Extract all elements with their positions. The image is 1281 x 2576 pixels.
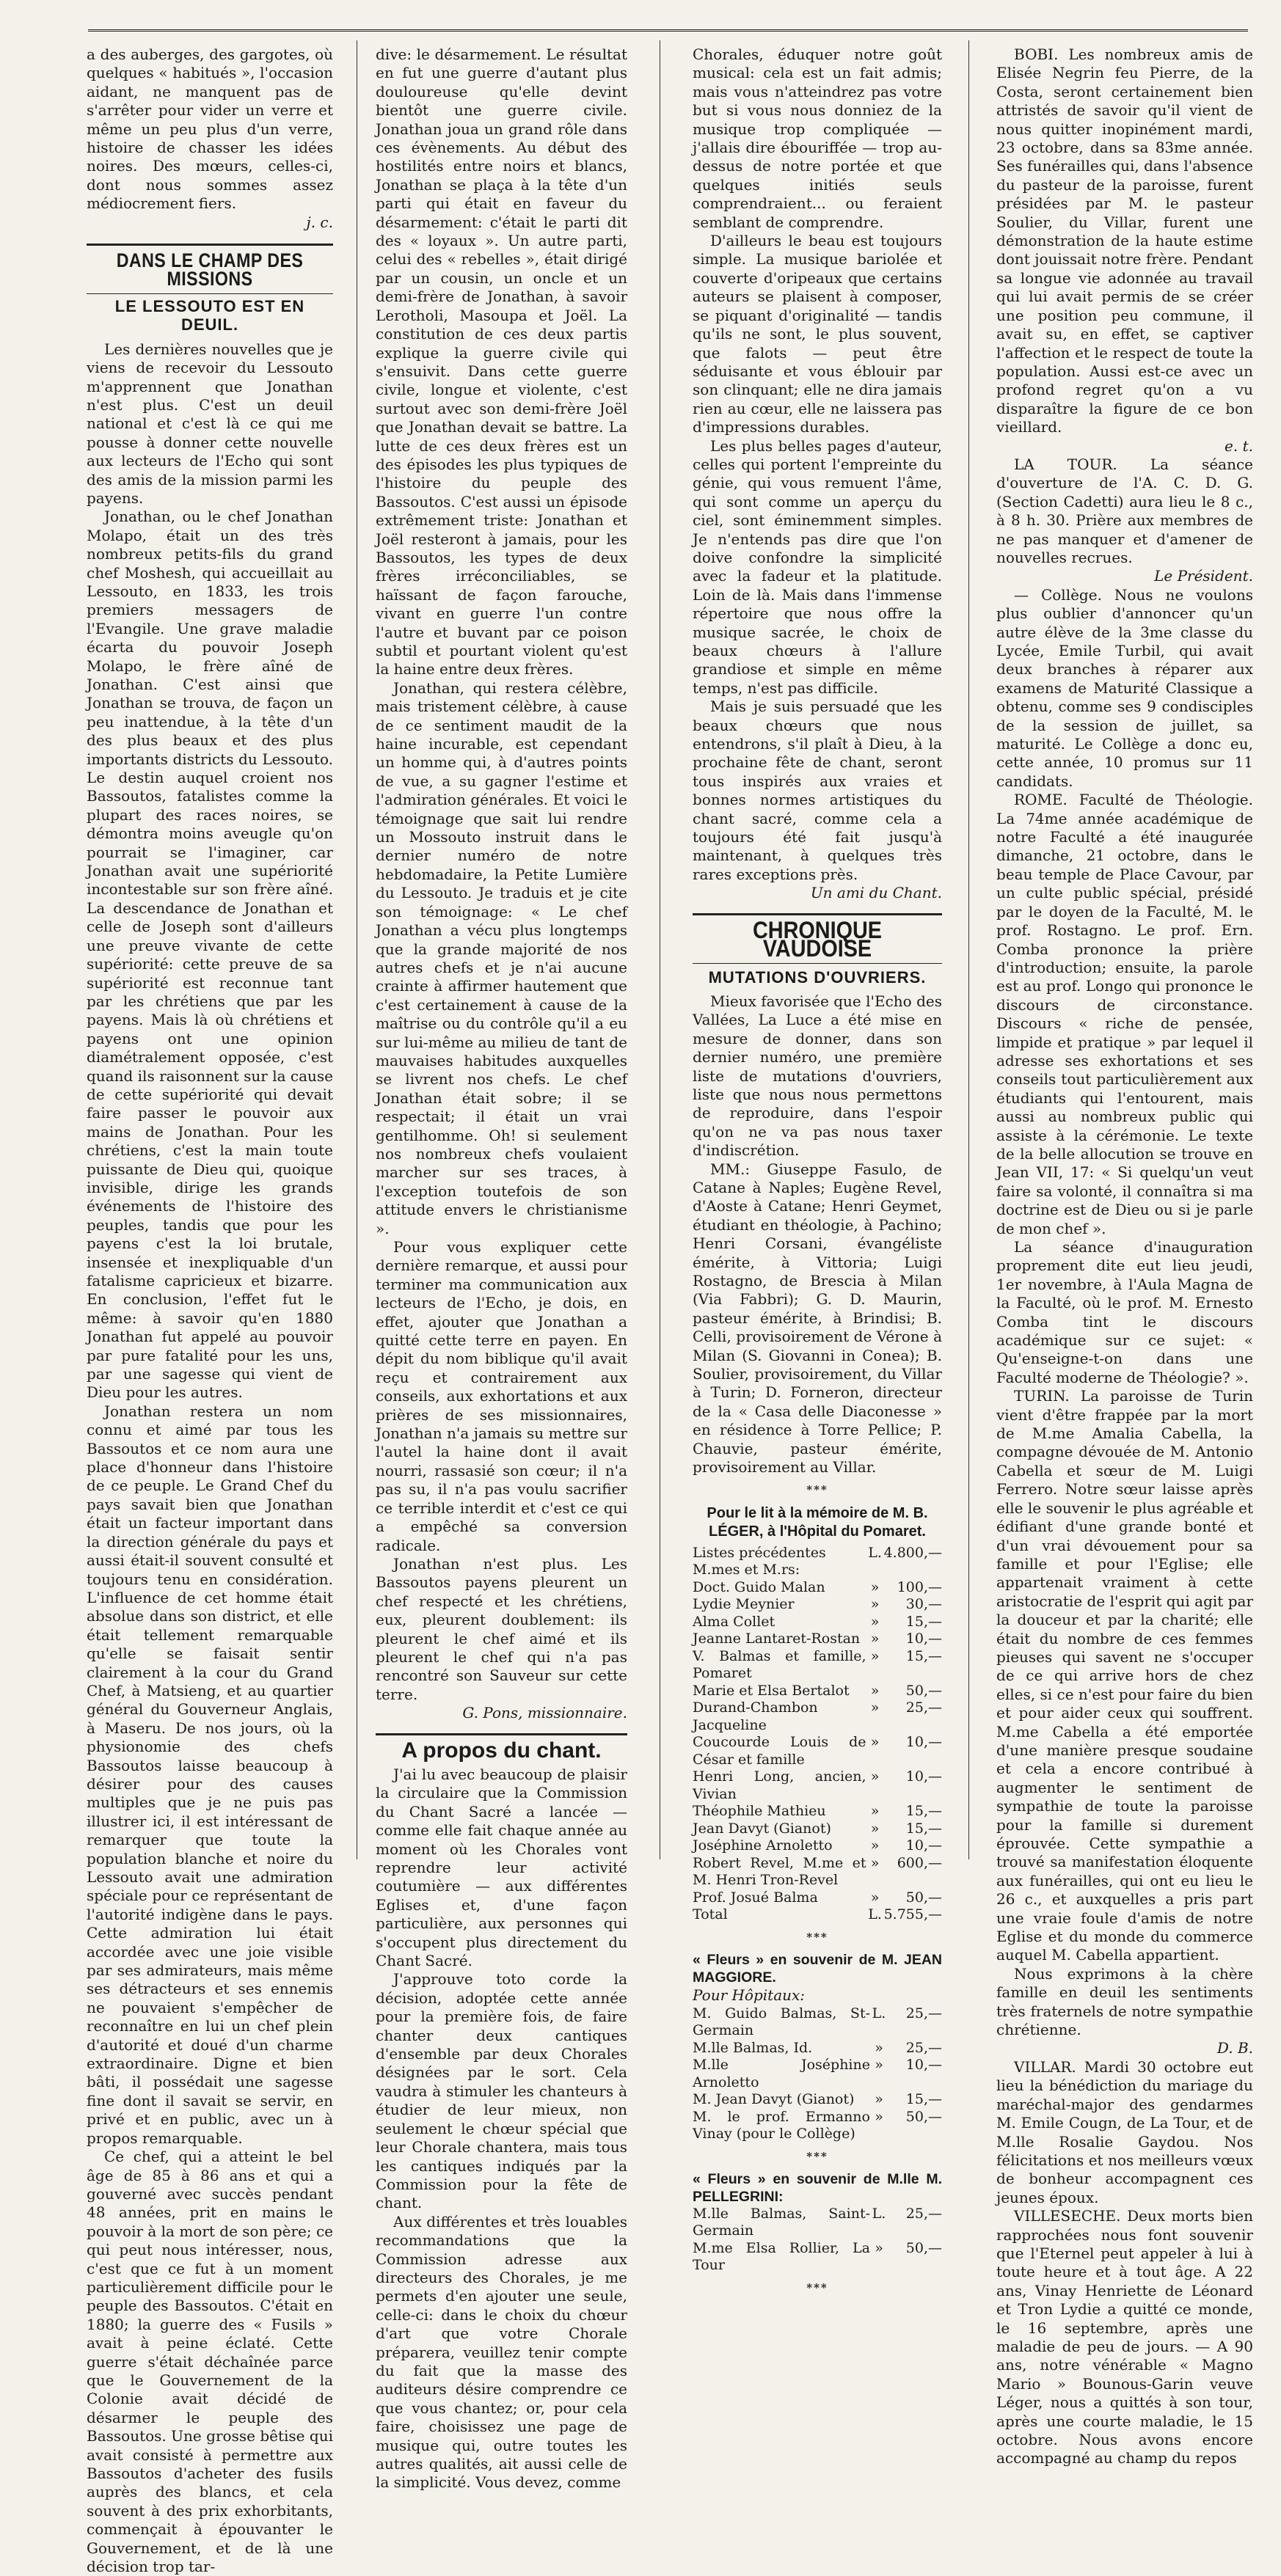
donation-row bbox=[693, 1579, 942, 1597]
donor-name: Doct. Guido Malan bbox=[693, 1578, 825, 1595]
donation-amount: 10,— bbox=[905, 1734, 942, 1751]
leger-donation-table bbox=[693, 1545, 942, 1924]
donation-amount: 10,— bbox=[905, 1768, 942, 1785]
donation-row bbox=[693, 2057, 942, 2091]
donation-amount: 15,— bbox=[905, 1647, 942, 1664]
currency-mark: » bbox=[870, 1682, 880, 1699]
top-rule bbox=[88, 29, 1248, 32]
currency-mark bbox=[866, 1562, 884, 1579]
article-paragraph: Jonathan restera un nom connu et aimé par tous les Bassoutos et ce nom aura une place d'honneur dans l'histoire de ce peuple. Le Grand Chef du pays savait bien que Jonathan était un facteur important dans la direction générale du pays et aussi était-il souvent consulté et toujours tenu en considération. L'influence de cet homme était absolue dans son district, et elle était tellement remarquable qu'elle se faisait sentir clairement à la cour du Grand Chef, à Matsieng, et au quartier général du Gouverneur Anglais, à Maseru. De nos jours, où la physionomie des chefs Bassoutos laisse beaucoup à désirer pour des causes multiples que je ne puis pas illustrer ici, il est intéressant de remarquer que toute la population blanche et noire du Lessouto avait une admiration spéciale pour ce représentant de l'autorité indigène dans le pays. Cette admiration lui était accordée avec une joie visible par ses admirateurs, mais même ses détracteurs et ses ennemis ne pouvaient s'empêcher de reconnaître en lui un chef plein d'autorité et doué d'un charme extraordinaire. Digne et bien bâti, il possédait une sagesse fine dont il savait se servir, en privé et en public, avec un à propos remarquable. bbox=[87, 1402, 333, 2147]
currency-mark: » bbox=[870, 1854, 880, 1871]
news-paragraph: BOBI. Les nombreux amis de Elisée Negrin feu Pierre, de la Costa, seront certainement bien attristés de savoir qu'il vient de nous quitter inopinément mardi, 23 octobre, dans sa 83me année. Ses funérailles qui, dans l'absence du pasteur de la paroisse, furent présidées par M. le pasteur Soulier, du Villar, furent une démonstration de la haute estime dont jouissait notre frère. Pendant sa longue vie adonnée au travail qui lui avait permis de se créer une position peu commune, il avait su, en effet, se captiver l'affection et le respect de toute la population. Aussi est-ce avec un profond regret qu'on a vu disparaître la figure de ce bon vieillard. bbox=[996, 45, 1253, 436]
separator-stars: *** bbox=[806, 1483, 828, 1497]
donor-name: Jeanne Lantaret-Rostan bbox=[693, 1631, 861, 1647]
news-paragraph: La séance d'inauguration proprement dite eut lieu jeudi, 1er novembre, à l'Aula Magna de la Faculté, où le prof. M. Ernesto Comba tint le discours académique sur ce sujet: « Qu'enseigne-t-on dans une Faculté moderne de Théologie? ». bbox=[996, 1238, 1253, 1386]
chant-paragraph: J'approuve toto corde la décision, adoptée cette année pour la première fois, de faire chanter deux cantiques d'ensemble par deux Chorales désignées par le sort. Cela vaudra à stimuler les chanteurs à étudier de leur mieux, non seulement le chœur spécial que leur Chorale chantera, mais tous les cantiques indiqués par la Commission pour la fête de chant. bbox=[376, 1970, 627, 2212]
column-3 bbox=[693, 45, 942, 2294]
news-signature: Le Président. bbox=[1154, 567, 1253, 585]
article-paragraph: Jonathan, ou le chef Jonathan Molapo, était un des très nombreux petits-fils du grand chef Moshesh, qui accueillait au Lessouto, en 1833, les trois premiers messagers de l'Evangile. Une grave maladie écarta du pouvoir Joseph Molapo, le frère aîné de Jonathan. C'est ainsi que Jonathan se trouva, de façon un peu inattendue, à la tête d'un des plus beaux et des plus importants districts du Lessouto. Le destin auquel croient nos Bassoutos, fatalistes comme la plupart des races noires, se démontra moins aveugle qu'on pourrait se l'imaginer, car Jonathan avait une supériorité incontestable sur son frère aîné. La descendance de Jonathan et celle de Joseph sont d'ailleurs une preuve vivante de cette supériorité: cette preuve de sa supériorité est reconnue tant par les chrétiens que par les payens. Mais là où chrétiens et payens ont une opinion diamétralement opposée, c'est quand ils raisonnent sur la cause de cette supériorité qui devait faire passer le pouvoir aux mains de Jonathan. Pour les chrétiens, c'est la main toute puissante de Dieu qui, quoique invisible, dirige les grands événements de l'histoire des peuples, tandis que pour les payens c'est la loi brutale, insensée et inexpliquable d'un fatalisme capricieux et bizarre. En conclusion, l'effet fut le même: à savoir qu'en 1880 Jonathan fut appelé au pouvoir par pure fatalité pour les uns, par une sagesse qui vient de Dieu pour les autres. bbox=[87, 508, 333, 1402]
donation-amount: 50,— bbox=[905, 2239, 942, 2256]
donation-amount: 10,— bbox=[905, 1631, 942, 1647]
currency-mark: L. bbox=[868, 1544, 882, 1561]
donor-name: Théophile Mathieu bbox=[693, 1803, 826, 1820]
currency-mark: » bbox=[870, 1889, 880, 1906]
donor-name: Robert Revel, M.me et M. Henri Tron-Revel bbox=[693, 1854, 866, 1889]
donation-row bbox=[693, 1889, 942, 1907]
currency-mark: » bbox=[870, 1596, 880, 1613]
donation-row bbox=[693, 1821, 942, 1838]
donor-name: V. Balmas et famille, Pomaret bbox=[693, 1647, 866, 1682]
currency-mark: » bbox=[870, 1734, 880, 1751]
currency-mark: » bbox=[875, 2057, 883, 2073]
donor-name: M.mes et M.rs: bbox=[693, 1562, 800, 1578]
donation-row bbox=[693, 1699, 942, 1734]
currency-mark: » bbox=[870, 1699, 880, 1716]
news-paragraph: LA TOUR. La séance d'ouverture de l'A. C. D. G. (Section Cadetti) aura lieu le 8 c., à 8 h. 30. Prière aux membres de ne pas manquer et d'amener de nouvelles recrues. bbox=[996, 455, 1253, 566]
currency-mark: » bbox=[870, 1837, 880, 1854]
donation-row bbox=[693, 1734, 942, 1768]
donation-row bbox=[693, 1803, 942, 1821]
chant-paragraph: Mais je suis persuadé que les beaux chœurs que nous entendrons, s'il plaît à Dieu, à la prochaine fête de chant, seront tous inspirés aux vraies et bonnes normes artistiques du chant sacré, comme cela a toujours été fait jusqu'à maintenant, à quelques très rares exceptions près. bbox=[693, 698, 942, 883]
donation-row bbox=[693, 2240, 942, 2275]
news-paragraph: Nous exprimons à la chère famille en deuil les sentiments très fraternels de notre sympathie chrétienne. bbox=[996, 1964, 1253, 2039]
article-signature: G. Pons, missionnaire. bbox=[462, 1704, 627, 1722]
donation-row bbox=[693, 2040, 942, 2057]
chronicle-title: CHRONIQUE VAUDOISE bbox=[752, 916, 883, 962]
donation-row bbox=[693, 1648, 942, 1683]
currency-mark: L. bbox=[868, 1906, 882, 1923]
currency-mark: » bbox=[870, 1768, 880, 1785]
donation-amount: 15,— bbox=[905, 2091, 942, 2107]
intro-paragraph: a des auberges, des gargotes, où quelques « habitués », l'occasion aidant, ne manquent pas de s'arrêter pour vider un verre et même un peu plus d'un verre, histoire de chasser les idées noires. Des mœurs, celles-ci, dont nous sommes assez médiocrement fiers. bbox=[87, 45, 333, 213]
donor-name: Durand-Chambon Jacqueline bbox=[693, 1699, 818, 1733]
news-paragraph: — Collège. Nous ne voulons plus oublier d'annoncer qu'un autre élève de la 3me classe du Lycée, Emile Turbil, qui avait deux branches à réparer aux examens de Maturité Classique a obtenu, comme ses 9 condisciples de la session de juillet, sa maturité. Le Collège a donc eu, cette année, 10 promus sur 11 candidats. bbox=[996, 585, 1253, 790]
donation-row bbox=[693, 2091, 942, 2109]
mutations-paragraph: MM.: Giuseppe Fasulo, de Catane à Naples; Eugène Revel, d'Aoste à Catane; Henri Geymet, étudiant en théologie, à Pachino; Henri Corsani, évangéliste émérite, à Vittoria; Luigi Rostagno, de Brescia à Milan (Via Fabbri); G. D. Maurin, pasteur émérite, à Brindisi; B. Celli, provisoirement de Vérone à Milan (S. Giovanni in Conea); B. Soulier, provisoirement, du Villar à Turin; D. Forneron, directeur de la « Casa delle Diaconesse » en résidence à Torre Pellice; P. Chauvie, pasteur émérite, provisoirement au Villar. bbox=[693, 1160, 942, 1477]
news-signature: D. B. bbox=[1216, 2039, 1253, 2057]
currency-mark: » bbox=[870, 1578, 880, 1595]
donation-amount: 10,— bbox=[905, 1837, 942, 1854]
leger-fund-title: Pour le lit à la mémoire de M. B. LÉGER, à l'Hôpital du Pomaret. bbox=[707, 1504, 928, 1540]
donation-row bbox=[693, 1545, 942, 1562]
mutations-title: MUTATIONS D'OUVRIERS. bbox=[708, 967, 927, 987]
donation-row bbox=[693, 2206, 942, 2240]
donor-name: Henri Long, ancien, Vivian bbox=[693, 1768, 866, 1802]
donation-row bbox=[693, 1562, 942, 1579]
donation-row bbox=[693, 1906, 942, 1924]
donor-name: Coucourde Louis de César et famille bbox=[693, 1734, 866, 1768]
column-divider bbox=[968, 40, 969, 1859]
article-paragraph: Jonathan, qui restera célèbre, mais tristement célèbre, à cause de ce sentiment maudit de la haine incurable, est cependant un homme qui, à d'autres points de vue, a su gagner l'estime et l'admiration générales. Et voici le témoignage que sait lui rendre un Mossouto instruit dans le dernier numéro de notre hebdomadaire, la Petite Lumière du Lessouto. Je traduis et je cite son témoignage: « Le chef Jonathan a vécu plus longtemps que la grande majorité de nos autres chefs et je n'ai aucune crainte à affirmer hautement que c'est certainement à cause de la maîtrise ou du contrôle qu'il a eu sur lui-même au milieu de tant de mauvaises habitudes auxquelles se livrent nos chefs. Le chef Jonathan était sobre; il se respectait; il était un vrai gentilhomme. Oh! si seulement nos nombreux chefs voulaient marcher sur ses traces, à l'exception toutefois de son attitude envers le christianisme ». bbox=[376, 678, 627, 1237]
donor-name: Alma Collet bbox=[693, 1613, 775, 1630]
separator-stars: *** bbox=[806, 1930, 828, 1944]
news-paragraph: VILLAR. Mardi 30 octobre eut lieu la bénédiction du mariage du maréchal-major des gendarmes M. Emile Cougn, de La Tour, et de M.lle Rosalie Gaydou. Nos félicitations et nos meilleurs vœux de bonheur accompagnent ces jeunes époux. bbox=[996, 2057, 1253, 2206]
donor-name: Marie et Elsa Bertalot bbox=[693, 1682, 850, 1699]
donor-name: Joséphine Arnoletto bbox=[693, 1837, 833, 1854]
separator-stars: *** bbox=[806, 2280, 828, 2294]
donation-row bbox=[693, 1596, 942, 1614]
donor-name: Jean Davyt (Gianot) bbox=[693, 1820, 831, 1837]
pellegrini-donation-table bbox=[693, 2206, 942, 2275]
currency-mark: » bbox=[870, 1631, 880, 1647]
donation-amount: 50,— bbox=[905, 1889, 942, 1906]
column-4 bbox=[996, 45, 1253, 2467]
donation-amount: 30,— bbox=[905, 1596, 942, 1613]
chant-article-title: A propos du chant. bbox=[376, 1733, 627, 1760]
maggiore-donation-table bbox=[693, 2005, 942, 2143]
currency-mark: » bbox=[875, 2239, 883, 2256]
donor-name: Listes précédentes bbox=[693, 1544, 826, 1561]
donor-name: M.lle Balmas, Id. bbox=[693, 2039, 813, 2056]
article-paragraph: Pour vous expliquer cette dernière remarque, et aussi pour terminer ma communication aux lecteurs de l'Echo, je dois, en effet, ajouter que Jonathan a quitté cette terre en payen. En dépit du nom biblique qu'il avait reçu et contrairement aux conseils, aux exhortations et aux prières de ses missionnaires, Jonathan n'a jamais su mettre sur l'autel la haine dont il avait nourri, rassasié son cœur; il n'a pas su, il n'a pas voulu sacrifier ce terrible interdit et c'est ce qui a empêché sa conversion radicale. bbox=[376, 1238, 627, 1554]
donor-name: M. Jean Davyt (Gianot) bbox=[693, 2091, 855, 2107]
currency-mark: L. bbox=[872, 2005, 886, 2021]
donation-row bbox=[693, 1614, 942, 1631]
article-paragraph: Les dernières nouvelles que je viens de recevoir du Lessouto m'apprennent que Jonathan n'est plus. C'est un deuil national et c'est là ce qui me pousse à donner cette nouvelle aux lecteurs de l'Echo qui sont des amis de la mission parmi les payens. bbox=[87, 340, 333, 507]
column-2 bbox=[376, 45, 627, 2492]
donation-row bbox=[693, 1683, 942, 1700]
donation-amount: 25,— bbox=[905, 2039, 942, 2056]
currency-mark: » bbox=[875, 2108, 883, 2125]
donor-name: M.lle Joséphine Arnoletto bbox=[693, 2057, 870, 2090]
currency-mark: » bbox=[870, 1613, 880, 1630]
intro-signature: j. c. bbox=[306, 213, 333, 231]
donation-amount: 600,— bbox=[897, 1854, 942, 1871]
chant-signature: Un ami du Chant. bbox=[810, 884, 942, 902]
donor-name: M. Guido Balmas, St-Germain bbox=[693, 2005, 870, 2038]
donor-name: M. le prof. Ermanno Vinay (pour le Collège) bbox=[693, 2108, 870, 2142]
missions-section-header bbox=[87, 244, 333, 294]
currency-mark: » bbox=[875, 2039, 883, 2056]
donation-amount: 50,— bbox=[905, 2108, 942, 2125]
lessouto-article-title: LE LESSOUTO EST EN DEUIL. bbox=[114, 296, 305, 334]
donation-row bbox=[693, 2005, 942, 2040]
donation-amount: 15,— bbox=[905, 1613, 942, 1630]
maggiore-fund-subtitle: Pour Hôpitaux: bbox=[693, 1986, 806, 2005]
currency-mark: » bbox=[870, 1803, 880, 1820]
donation-amount: 15,— bbox=[905, 1803, 942, 1820]
article-paragraph: Ce chef, qui a atteint le bel âge de 85 à 86 ans et qui a gouverné avec succès pendant 48 années, prit en mains le pouvoir à la mort de son père; ce qui peut nous intéresser, nous, c'est que ce fut à un moment particulièrement difficile pour le peuple des Bassoutos. C'était en 1880; la guerre des « Fusils » avait à peine éclaté. Cette guerre s'était déchaînée parce que le Gouvernement de la Colonie avait décidé de désarmer le peuple des Bassoutos. Une grosse bêtise qui avait consisté à permettre aux Bassoutos d'acheter des fusils auprès des blancs, et cela souvent à des prix exhorbitants, commençait à épouvanter le Gouvernement, et de là une décision trop tar- bbox=[87, 2148, 334, 2576]
donor-name: Lydie Meynier bbox=[693, 1596, 795, 1613]
donor-name: M.lle Balmas, Saint-Germain bbox=[693, 2205, 870, 2239]
missions-section-title: DANS LE CHAMP DES MISSIONS bbox=[116, 249, 304, 290]
chant-paragraph: D'ailleurs le beau est toujours simple. La musique bariolée et couverte d'oripeaux que certains auteurs se plaisent à composer, se piquant d'originalité — tandis qu'ils ne sont, le plus souvent, que falots — peut être séduisante et vous éblouir par son clinquant; elle ne dira jamais rien au cœur, elle ne laissera pas d'impressions durables. bbox=[693, 232, 942, 436]
donation-amount: 5.755,— bbox=[883, 1906, 942, 1923]
article-paragraph: Jonathan n'est plus. Les Bassoutos payens pleurent un chef respecté et les chrétiens, eux, pleurent doublement: ils pleurent le chef aimé et ils pleurent le chef qui n'a pas rencontré son Sauveur sur cette terre. bbox=[376, 1554, 627, 1703]
news-paragraph: VILLESECHE. Deux morts bien rapprochées nous font souvenir que l'Eternel peut appeler à lui à toute heure et à tout âge. A 22 ans, Vinay Henriette de Léonard et Tron Lydie a quitté ce monde, le 16 septembre, après une maladie de peu de jours. — A 90 ans, notre vénérable « Magno Mario » Bounous-Garin veuve Léger, nous a quittés à son tour, après une courte maladie, le 15 octobre. Nous avons encore accompagné au champ du repos bbox=[996, 2207, 1253, 2467]
currency-mark: » bbox=[870, 1820, 880, 1837]
currency-mark: » bbox=[875, 2091, 883, 2107]
separator-stars: *** bbox=[806, 2149, 828, 2163]
article-paragraph: dive: le désarmement. Le résultat en fut une guerre d'autant plus douloureuse qu'elle devint bientôt une guerre civile. Jonathan joua un grand rôle dans ces évènements. Au début des hostilités entre noirs et blancs, Jonathan se plaça à la tête d'un parti qui était en faveur du désarmement: c'était le parti dit des « loyaux ». Un autre parti, celui des « rebelles », était dirigé par un cousin, un oncle et un demi-frère de Jonathan, à savoir Lerotholi, Masoupa et Joël. La constitution de ces deux partis explique la guerre civile qui s'ensuivit. Dans cette guerre civile, longue et violente, c'est surtout avec son demi-frère Joël que Jonathan devait se battre. La lutte de ces deux frères est un des épisodes les plus typiques de l'histoire du peuple des Bassoutos. C'est aussi un épisode extrêmement triste: Jonathan et Joël resteront à jamais, pour les Bassoutos, les types de deux frères irréconciliables, se haïssant de façon farouche, vivant en guerre l'un contre l'autre et buvant par ce poison subtil et pourtant violent qu'est la haine entre deux frères. bbox=[376, 45, 627, 678]
donor-name: Total bbox=[693, 1906, 728, 1923]
donation-amount: 25,— bbox=[905, 2205, 942, 2222]
donation-row bbox=[693, 1855, 942, 1889]
donation-amount: 10,— bbox=[905, 2057, 942, 2073]
donation-row bbox=[693, 1837, 942, 1855]
donor-name: M.me Elsa Rollier, La Tour bbox=[693, 2239, 870, 2274]
news-paragraph: ROME. Faculté de Théologie. La 74me année académique de notre Faculté a été inaugurée dimanche, 21 octobre, dans le beau temple de Place Cavour, par un culte public spécial, présidé par le doyen de la Faculté, M. le prof. Rostagno. Le prof. Ern. Comba prononce la prière d'introduction; ensuite, la parole est au prof. Longo qui prononce le discours de circonstance. Discours « riche de pensée, limpide et pratique » par lequel il adresse ses exhortations et ses conseils tout particulièrement aux étudiants qui l'entourent, mais aussi au nombreux public qui assiste à la cérémonie. Le texte de la belle allocution se trouve en Jean VII, 17: « Si quelqu'un veut faire sa volonté, il connaîtra si ma doctrine est de Dieu ou si je parle de mon chef ». bbox=[996, 791, 1253, 1237]
donation-amount: 25,— bbox=[905, 2005, 942, 2021]
donation-row bbox=[693, 1768, 942, 1803]
donation-amount: 25,— bbox=[905, 1699, 942, 1716]
chant-paragraph: Aux différentes et très louables recommandations que la Commission adresse aux directeurs des Chorales, je me permets d'en ajouter une seule, celle-ci: dans le choix du chœur d'art que votre Chorale préparera, veuillez tenir compte du fait que la masse des auditeurs désire comprendre ce que vous chantez; or, pour cela faire, choisissez une page de musique qui, outre toutes les autres qualités, ait aussi celle de la simplicité. Vous devez, comme bbox=[376, 2212, 627, 2492]
currency-mark: L. bbox=[872, 2205, 886, 2222]
news-paragraph: TURIN. La paroisse de Turin vient d'être frappée par la mort de M.me Amalia Cabella, la compagne dévouée de M. Antonio Cabella et sœur de M. Luigi Ferrero. Notre sœur laisse après elle le souvenir le plus agréable et édifiant d'une grande bonté et d'un vrai dévouement pour sa famille et pour l'Eglise; elle appartenait vraiment à cette aristocratie de l'esprit qui agit par la douceur et par la charité; elle était du nombre de ces femmes pieuses qui savent ne s'occuper de ce qui arrive hors de chez elles, si ce n'est pour faire du bien et pour aider ceux qui souffrent. M.me Cabella a été emportée d'une manière presque soudaine et cela a encore contribué à augmenter le sentiment de sympathie de toute la paroisse pour la famille si durement éprouvée. Cette sympathie a trouvé sa manifestation éloquente aux funérailles, qui ont eu lieu le 26 c., et auxquelles a pris part une vraie foule d'amis de notre Eglise et du monde du commerce auquel M. Cabella appartient. bbox=[996, 1387, 1253, 1964]
column-1 bbox=[87, 45, 334, 2576]
donor-name: Prof. Josué Balma bbox=[693, 1889, 818, 1906]
chant-paragraph: Les plus belles pages d'auteur, celles qui portent l'empreinte du génie, qui vous remuent l'âme, qui sont comme un aperçu du ciel, sont éminemment simples. Je n'entends pas dire que l'on doive confondre la simplicité avec la fadeur et la platitude. Loin de là. Mais dans l'immense répertoire que nous offre la musique sacrée, le choix de beaux chœurs à l'allure grandiose et simple en même temps, n'est pas difficile. bbox=[693, 436, 942, 697]
donation-amount: 4.800,— bbox=[883, 1544, 942, 1561]
chant-paragraph: Chorales, éduquer notre goût musical: cela est un fait admis; mais vous n'atteindrez pas votre but si vous nous donniez de la musique trop compliquée — j'allais dire ébouriffée — trop au-dessus de notre portée et que quelques initiés seuls comprendraient... ou feraient semblant de comprendre. bbox=[693, 45, 942, 231]
donation-amount: 50,— bbox=[905, 1682, 942, 1699]
mutations-paragraph: Mieux favorisée que l'Echo des Vallées, La Luce a été mise en mesure de donner, dans son dernier numéro, une première liste de mutations d'ouvriers, liste que nous nous permettons de reproduire, dans l'espoir qu'on ne va pas nous taxer d'indiscrétion. bbox=[693, 992, 942, 1160]
donation-row bbox=[693, 1631, 942, 1648]
chant-paragraph: J'ai lu avec beaucoup de plaisir la circulaire que la Commission du Chant Sacré a lancée — comme elle fait chaque année au moment où les Chorales vont reprendre leur activité coutumière — aux différentes Eglises et, d'une façon particulière, aux personnes qui s'occupent plus directement du Chant Sacré. bbox=[376, 1765, 627, 1970]
donation-row bbox=[693, 2109, 942, 2143]
donation-amount: 100,— bbox=[897, 1578, 942, 1595]
pellegrini-fund-title: « Fleurs » en souvenir de M.lle M. PELLEGRINI: bbox=[693, 2170, 942, 2205]
donation-amount: 15,— bbox=[905, 1820, 942, 1837]
news-signature: e. t. bbox=[1225, 436, 1253, 455]
maggiore-fund-title: « Fleurs » en souvenir de M. JEAN MAGGIORE. bbox=[693, 1952, 942, 1986]
currency-mark: » bbox=[870, 1647, 880, 1664]
donation-amount bbox=[884, 1562, 942, 1579]
chronicle-header bbox=[693, 913, 942, 964]
